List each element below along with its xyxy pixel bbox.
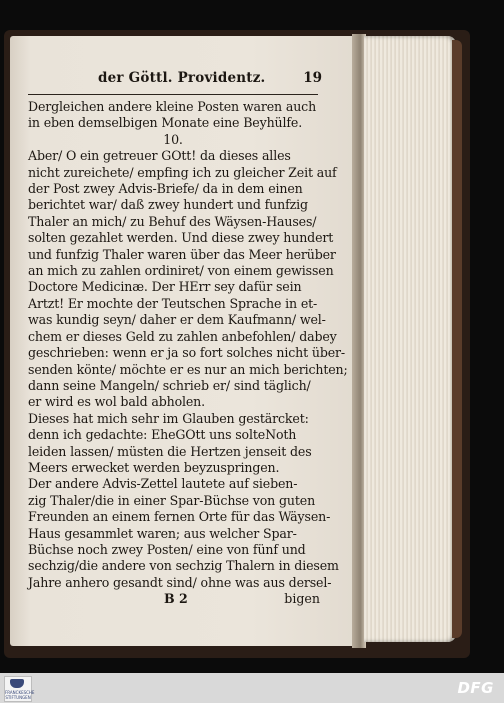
running-head: der Göttl. Providentz. (98, 70, 266, 86)
text-line: Der andere Advis-Zettel lautete auf sieben- (28, 476, 298, 492)
text-line: der Post zwey Advis-Briefe/ da in dem einen (28, 181, 303, 197)
text-line: an mich zu zahlen ordiniret/ von einem gewissen (28, 263, 334, 279)
viewer-footer (0, 673, 504, 703)
signature-mark: B 2 (164, 591, 188, 607)
text-line: er wird es wol bald abholen. (28, 394, 206, 410)
page-text (28, 70, 348, 609)
text-line: dann seine Mangeln/ schrieb er/ sind täglich/ (28, 377, 311, 393)
text-line: in eben demselbigen Monate eine Beyhülfe. (28, 115, 303, 131)
cover-edge (452, 40, 462, 638)
dfg-logo[interactable]: DFG (457, 679, 494, 697)
header-rule (28, 94, 318, 95)
page-number: 19 (303, 70, 322, 86)
text-line: Jahre anhero gesandt sind/ ohne was aus dersel- (28, 574, 332, 590)
francke-logo-text: FRANCKESCHE STIFTUNGEN (5, 690, 35, 700)
text-line: und funfzig Thaler waren über das Meer herüber (28, 246, 336, 262)
page-header (28, 70, 322, 92)
text-line: Thaler an mich/ zu Behuf des Wäysen-Hauses/ (28, 213, 317, 229)
text-line: zig Thaler/die in einer Spar-Büchse von guten (28, 492, 316, 508)
section-number: 10. (163, 131, 183, 147)
text-line: was kundig seyn/ daher er dem Kaufmann/ wel- (28, 312, 326, 328)
text-line: Dergleichen andere kleine Posten waren auch (28, 99, 317, 114)
text-line: Doctore Medicinæ. Der HErr sey dafür sein (28, 279, 302, 295)
text-line: berichtet war/ daß zwey hundert und funfzig (28, 197, 308, 213)
text-line: Freunden an einem fernen Orte für das Wäysen- (28, 509, 331, 525)
text-line: leiden lassen/ müsten die Hertzen jenseit des (28, 443, 312, 459)
text-line: Büchse noch zwey Posten/ eine von fünf und (28, 541, 306, 557)
text-line: Artzt! Er mochte der Teutschen Sprache in et- (28, 295, 318, 311)
text-line: senden könte/ möchte er es nur an mich berichten; (28, 361, 348, 377)
catchword: bigen (284, 591, 320, 607)
text-line: Haus gesammlet waren; aus welcher Spar- (28, 525, 297, 541)
text-line: chem er dieses Geld zu zahlen anbefohlen/ dabey (28, 328, 337, 344)
text-line: Dieses hat mich sehr im Glauben gestärcket: (28, 410, 309, 426)
page-edges (364, 36, 456, 642)
text-line: nicht zureichete/ empfing ich zu gleicher Zeit auf (28, 164, 337, 180)
text-line: denn ich gedachte: EheGOtt uns solteNoth (28, 427, 297, 443)
text-line: geschrieben: wenn er ja so fort solches nicht über- (28, 345, 346, 361)
text-line: Aber/ O ein getreuer GOtt! da dieses alles (28, 148, 291, 164)
text-line: solten gezahlet werden. Und diese zwey hundert (28, 230, 334, 246)
text-line: Meers erwecket werden beyzuspringen. (28, 459, 280, 475)
page-footer (28, 591, 318, 609)
text-line: sechzig/die andere von sechzig Thalern in diesem (28, 558, 339, 574)
